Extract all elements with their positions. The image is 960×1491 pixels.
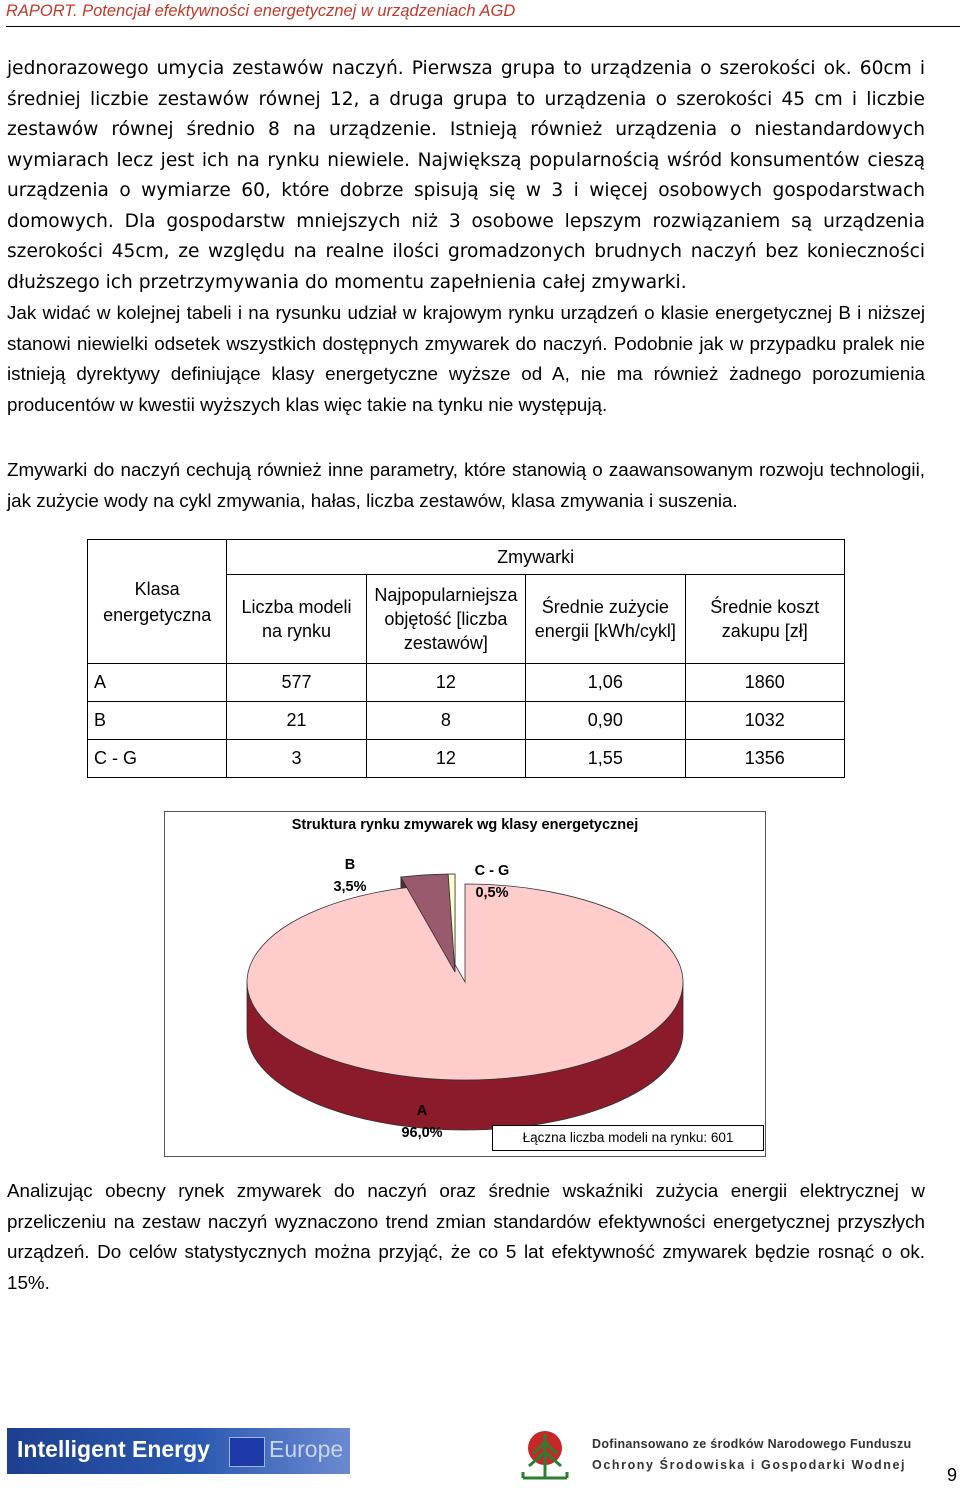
paragraph-intro: jednorazowego umycia zestawów naczyń. Pierwsza grupa to urządzenia o szerokości ok. 60cm i średniej liczbie zestawów równej 12, a druga grupa to urządzenia o szerokości 45 cm i liczbie zestawów równej średnio 8 na urządzenie. Istnieją również urządzenia o niestandardowych wymiarach lecz jest ich na rynku niewiele. Największą popularnością wśród konsumentów cieszą urządzenia o wymiarze 60, które dobrze spisują się w 3 i więcej osobowych gospodarstwach domowych. Dla gospodarstw mniejszych niż 3 osobowe lepszym rozwiązaniem są urządzenia szerokości 45cm, ze względu na realne ilości gromadzonych brudnych naczyń bez konieczności dłuższego ich przetrzymywania do momentu zapełnienia całej zmywarki. [7, 58, 925, 293]
fund-text-line1: Dofinansowano ze środków Narodowego Funduszu [592, 1437, 912, 1451]
logo-text-main: Intelligent Energy [17, 1436, 210, 1462]
page-header [6, 0, 960, 27]
paragraph-parameters: Zmywarki do naczyń cechują również inne parametry, które stanowią o zaawansowanym rozwoju technologii, jak zużycie wody na cykl zmywania, hałas, liczba zestawów, klasa zmywania i suszenia. [7, 459, 925, 511]
fund-text-line2: Ochrony Środowiska i Gospodarki Wodnej [592, 1458, 907, 1472]
cell-price: 1860 [685, 664, 844, 702]
pie-slice-a [247, 884, 683, 1080]
eu-flag-icon [229, 1437, 265, 1467]
paragraph-market-share: Jak widać w kolejnej tabeli i na rysunku udział w krajowym rynku urządzeń o klasie energetycznej B i niższej stanowi niewielki odsetek wszystkich dostępnych zmywarek do naczyń. Podobnie jak w przypadku pralek nie istnieją dyrektywy definiujące klasy energetyczne wyższe od A, nie ma również żadnego porozumienia producentów w kwestii wyższych klas więc takie na tynku nie występują. [7, 302, 925, 415]
cell-class: B [88, 702, 227, 740]
cell-models: 577 [227, 664, 366, 702]
paragraph-trend: Analizując obecny rynek zmywarek do naczyń oraz średnie wskaźniki zużycia energii elektrycznej w przeliczeniu na zestaw naczyń wyznaczono trend zmian standardów efektywności energetycznej przyszłych urządzeń. Do celów statystycznych można przyjąć, że co 5 lat efektywność zmywarek będzie rosnąć o ok. 15%. [7, 1180, 925, 1293]
energy-class-table [87, 539, 845, 778]
cell-models: 3 [227, 740, 366, 778]
header-energy-use: Średnie zużycie energii [kWh/cykl] [526, 575, 685, 664]
cell-energy: 0,90 [526, 702, 685, 740]
cell-class: C - G [88, 740, 227, 778]
page-number: 9 [947, 1465, 958, 1485]
cell-capacity: 8 [366, 702, 525, 740]
header-model-count: Liczba modeli na rynku [227, 575, 366, 664]
table-row [88, 740, 845, 778]
table-row [88, 702, 845, 740]
cell-capacity: 12 [366, 664, 525, 702]
table-row [88, 664, 845, 702]
cell-energy: 1,06 [526, 664, 685, 702]
cell-price: 1356 [685, 740, 844, 778]
header-energy-class: Klasa energetyczna [88, 540, 227, 664]
slice-label-cg: C - G 0,5% [474, 863, 510, 901]
slice-label-a: A 96,0% [401, 1103, 443, 1141]
header-capacity: Najpopularniejsza objętość [liczba zestawów] [366, 575, 525, 664]
header-price: Średnie koszt zakupu [zł] [685, 575, 844, 664]
cell-energy: 1,55 [526, 740, 685, 778]
intelligent-energy-europe-logo [7, 1428, 350, 1474]
chart-title: Struktura rynku zmywarek wg klasy energetycznej [291, 817, 639, 833]
total-models-note: Łączna liczba modeli na rynku: 601 [492, 1125, 764, 1151]
cell-models: 21 [227, 702, 366, 740]
slice-label-b: B 3,5% [333, 857, 367, 895]
logo-text-europe: Europe [269, 1436, 344, 1462]
cell-class: A [88, 664, 227, 702]
cell-capacity: 12 [366, 740, 525, 778]
nfosigw-logo-icon [519, 1428, 571, 1484]
report-title: RAPORT. Potencjał efektywności energetycznej w urządzeniach AGD [6, 2, 516, 20]
cell-price: 1032 [685, 702, 844, 740]
pie-chart [164, 811, 766, 1157]
header-group-dishwashers: Zmywarki [227, 540, 845, 575]
